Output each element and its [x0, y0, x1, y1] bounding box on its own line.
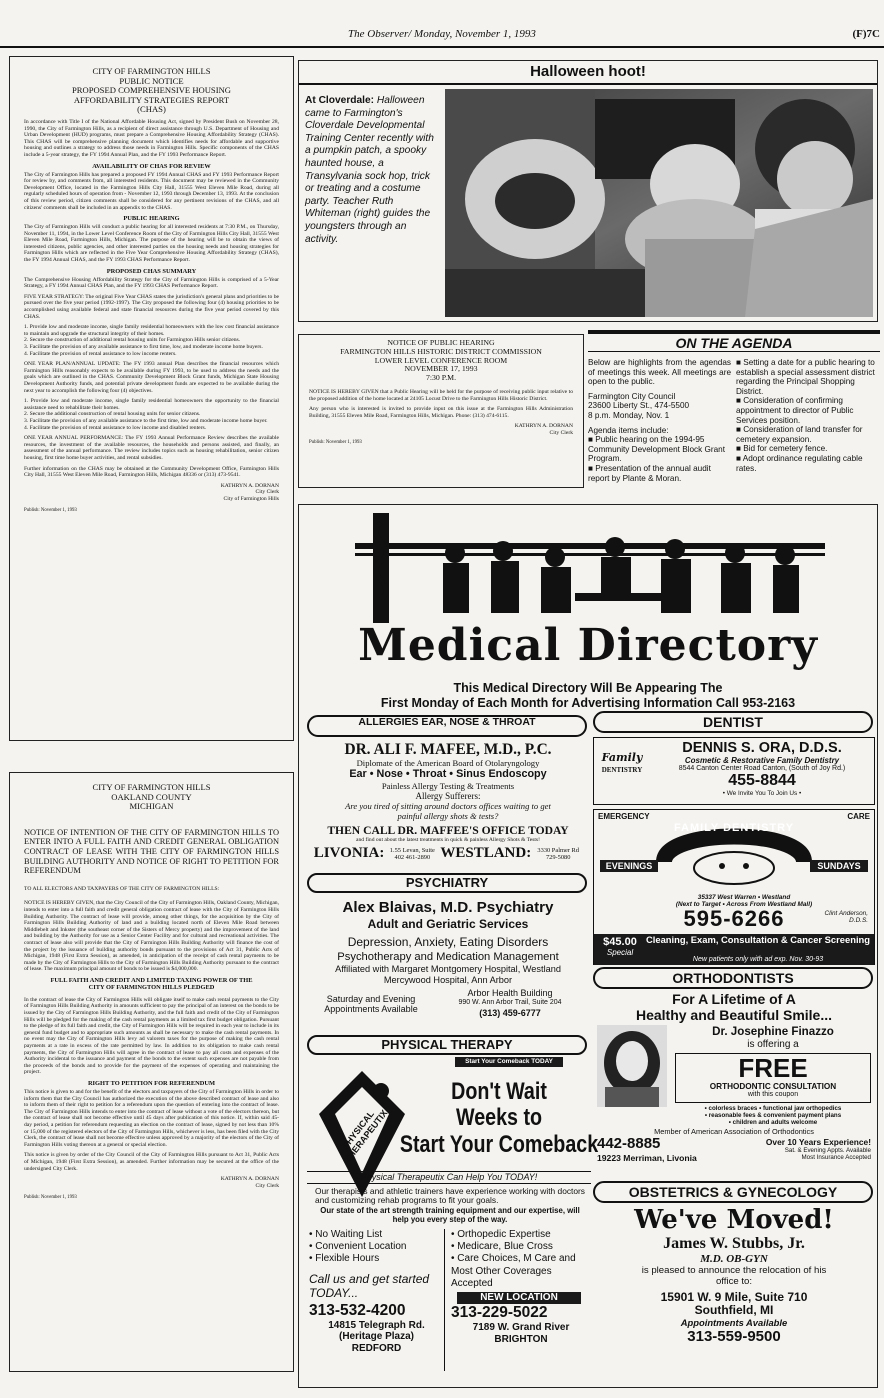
mafee-offices — [311, 845, 585, 862]
pt-right-item-text: Care Choices, M Care and Most Other Coverages Accepted — [451, 1253, 576, 1289]
bond-p1: NOTICE IS HEREBY GIVEN, that the City Council of the City of Farmington Hills, Oakland County, Michigan, intends to enter into a full faith and credit general obligation contract of lease with the City of Farmington Hills Building Authority. The contract of lease will provide, among other things, for the acquisition by the City of Farmington Hills Building Authority of land and a building located north of Eleven Mile Road between Middlebelt and Inkster (the southeast corner of the Sisters of Mercy property) and the improvement of the land and building by the Authority for use as a Senior Center Facility and for cultural and recreational activities. The contract of lease also will provide that the City of Farmington Hills Building Authority will finance the cost of the project by the issuance of building authority bonds pursuant to the provisions of Act 31, Public Acts of Michigan, 1948 (First Extra Session), as amended, in anticipation of the receipt of cash rental payments to be made by the City of Farmington Hills to the City of Farmington Hills Building Authority pursuant to the contract of lease. The maximum principal amount of bonds to be issued is $4,000,000. — [24, 900, 279, 973]
psychiatry-header — [307, 873, 587, 893]
ortho-member: Member of American Association of Orthodontics — [654, 1127, 814, 1136]
fam-doctor: Clint Anderson, D.D.S. — [824, 910, 868, 924]
ortho-hours — [785, 1147, 871, 1161]
mafee-sufferers: Allergy Sufferers: — [415, 791, 481, 801]
historic-publish: Publish: November 1, 1993 — [309, 440, 362, 446]
ora-sub: Cosmetic & Restorative Family Dentistry — [684, 756, 840, 765]
chas-title-line: CITY OF FARMINGTON HILLS — [92, 66, 211, 76]
pt-left-item-text: Flexible Hours — [315, 1253, 380, 1265]
pt-address-line: 14815 Telegraph Rd. — [328, 1319, 425, 1331]
agenda-title-text: ON THE AGENDA — [675, 335, 793, 351]
bond-p4: This notice is given by order of the City Council of the City of Farmington Hills pursuant to Act 31, Public Acts of Michigan, 1948 (First Extra Session), as amended. Further information may be secured at the office of the undersigned City Clerk. — [24, 1152, 279, 1172]
chas-summary-heading: PROPOSED CHAS SUMMARY — [106, 267, 197, 275]
pt-brighton-address — [451, 1322, 591, 1345]
pt-help: Physical Therapeutix Can Help You TODAY! — [307, 1171, 591, 1184]
chas-publish: Publish: November 1, 1993 — [24, 508, 77, 514]
agenda-item: ■ Presentation of the annual audit report by Plante & Moran. — [588, 463, 711, 483]
medical-staff-illustration — [355, 513, 825, 623]
agenda-item-text: Consideration of confirming appointment to director of Public Services position. — [736, 396, 854, 425]
chas-title-line: PROPOSED COMPREHENSIVE HOUSING — [71, 85, 231, 96]
pt-address-line: REDFORD — [351, 1342, 402, 1354]
ortho-consultation: ORTHODONTIC CONSULTATION — [709, 1082, 837, 1091]
historic-p1: NOTICE IS HEREBY GIVEN that a Public Hearing will be held for the purpose of receiving public input relative to the proposed addition of the home located at 24105 Locust Drive to the Farmington Hills Historic District. — [309, 388, 573, 402]
agenda-place-line: Farmington City Council — [588, 391, 676, 401]
mafee-painless: Painless Allergy Testing & Treatments — [381, 781, 515, 791]
historic-title-line: NOVEMBER 17, 1993 — [404, 364, 478, 374]
stubbs-title: M.D. OB-GYN — [700, 1253, 768, 1265]
historic-title-line: LOWER LEVEL CONFERENCE ROOM — [374, 355, 508, 365]
fam-evenings: EVENINGS — [600, 860, 658, 872]
pt-dw2: Weeks to — [455, 1104, 543, 1131]
fam-near: (Next to Target • Across From Westland Mall) — [675, 901, 813, 908]
stubbs-name: James W. Stubbs, Jr. — [663, 1235, 805, 1252]
halloween-title: Halloween hoot! — [299, 61, 877, 85]
agenda-item-text: Setting a date for a public hearing to establish a special assessment district regarding the Principal Shopping District. — [736, 358, 875, 396]
fam-deal: Cleaning, Exam, Consultation & Cancer Screening — [646, 934, 871, 945]
fam-address-line: 35337 West Warren • Westland — [697, 894, 791, 901]
ortho-bullet: • reasonable fees & convenient payment plans — [704, 1112, 842, 1119]
blaivas-hours — [311, 994, 431, 1018]
allergies-header — [307, 715, 587, 737]
mafee-name: DR. ALI F. MAFEE, M.D., P.C. — [344, 741, 552, 758]
bond-p3: This notice is given to and for the benefit of the electors and taxpayers of the City of Farmington Hills in order to inform them that the City Council has authorized the execution of the above described contract of lease and also to inform them of their right to petition for a referendum upon the question of entering into the contract of lease. The City of Farmington Hills intends to enter into the contract of lease without a vote of the electors thereon, but the contract of lease shall not become effective until 45 days after publication of this notice. If, within said 45-day period, a petition for referendum requesting an election on the contract of lease, signed by not less than 10% or 15,000 of the registered electors of the City of Farmington Hills, whichever is less, has been filed with the City Clerk, the contract of lease shall not become effective unless approved by a majority of the electors of the City of Farmington Hills voting thereon at a general or special election. — [24, 1089, 279, 1148]
agenda-item: ■ Bid for cemetery fence. — [736, 444, 828, 454]
chas-one-year: ONE YEAR PLAN/ANNUAL UPDATE: The FY 1993 annual Plan describes the financial resources which Farmington Hills reasonably expects to be available during FY 1993, to be used to address the needs and the goals which are outlined in the CHAS. Community Development Block Grant funds, Michigan State Housing Development Authority funds, and potential private development funds are expected to be available during the next year to accomplish the following four (4) objectives. — [24, 361, 279, 394]
pt-left-item: • Convenient Location — [309, 1241, 407, 1253]
pt-right-item: • Orthopedic Expertise — [451, 1229, 551, 1240]
pt-logo-text: PHYSICAL THERAPEUTIX — [340, 1107, 390, 1165]
pt-address-line: 7189 W. Grand River — [472, 1322, 570, 1334]
agenda-item: ■ Setting a date for a public hearing to establish a special assessment district regarding the Principal Shopping District. — [736, 358, 875, 396]
ortho-offer: is offering a — [747, 1039, 799, 1050]
historic-title-line: NOTICE OF PUBLIC HEARING — [387, 338, 495, 347]
ora-ad — [593, 737, 875, 805]
page-header-title: The Observer/ Monday, November 1, 1993 — [348, 28, 536, 40]
halloween-feature — [298, 60, 878, 322]
chas-avail: The City of Farmington Hills has prepared a proposed FY 1994 Annual CHAS and FY 1993 Performance Report for review by, and comments from, all interested residents. This document may be reviewed in the Community Development Office, located in the Farmington Hills City Hall, 31555 West Eleven Mile Road, during all regularly scheduled hours of operation from - November 12, 1993 through December 13, 1993. At the conclusion of this review period, citizen comments shall be considered for any pertinent revisions of the CHAS, and all citizens' comments shall be included in an appendix to the CHAS. — [24, 171, 279, 211]
agenda-item: ■ Consideration of land transfer for cemetery expansion. — [736, 425, 863, 444]
ortho-insurance: Most Insurance Accepted — [801, 1154, 871, 1161]
page-header — [0, 28, 884, 46]
ortho-l2: Healthy and Beautiful Smile... — [635, 1007, 833, 1023]
blaivas-address — [435, 988, 585, 1018]
chas-signature — [24, 483, 279, 503]
agenda-place — [588, 392, 731, 421]
blaivas-l2: Psychotherapy and Medication Management — [337, 951, 559, 963]
fam-price-value: $45.00 — [603, 936, 637, 948]
blaivas-name: Alex Blaivas, M.D. Psychiatry — [342, 899, 554, 916]
pt-left-item: • No Waiting List — [309, 1229, 383, 1240]
bond-h2: FULL FAITH AND CREDIT AND LIMITED TAXING POWER OF THE CITY OF FARMINGTON HILLS PLEDGED — [50, 976, 253, 991]
blaivas-building: Arbor Health Building — [467, 988, 553, 998]
livonia-address: 1.55 Levan, Suite 402 461-2890 — [389, 846, 435, 861]
historic-notice — [298, 334, 584, 488]
pt-phone-redford: 313-532-4200 — [309, 1301, 406, 1319]
historic-title-line: FARMINGTON HILLS HISTORIC DISTRICT COMMISSION — [340, 346, 542, 356]
ora-address: 8544 Canton Center Road Canton, (South of Joy Rd.) — [678, 765, 846, 772]
agenda-column — [588, 330, 880, 490]
agenda-item-text: Adopt ordinance regulating cable rates. — [736, 453, 863, 473]
bond-title-line: CITY OF FARMINGTON HILLS — [92, 782, 211, 792]
list-item: 4. Facilitate the provision of rental assistance to low income and disabled renters. — [24, 424, 207, 431]
chas-notice — [9, 56, 294, 741]
dentist-header — [593, 711, 873, 733]
blaivas-sub: Adult and Geriatric Services — [367, 917, 529, 931]
halloween-photo — [445, 89, 873, 317]
ora-text — [652, 740, 872, 797]
pt-call: Call us and get started TODAY... — [309, 1271, 430, 1300]
pt-right-item-text: Medicare, Blue Cross — [457, 1241, 553, 1253]
ortho-free: FREE — [738, 1053, 808, 1083]
pt-phone-brighton: 313-229-5022 — [451, 1304, 548, 1322]
family-dentistry-ad — [593, 809, 875, 965]
fam-price — [598, 936, 642, 957]
signature-line: City Clerk — [549, 429, 573, 436]
blaivas-street: 990 W. Ann Arbor Trail, Suite 204 — [458, 999, 562, 1006]
westland-address: 3330 Palmer Rd 729-5080 — [537, 846, 579, 861]
chas-intro: In accordance with Title I of the National Affordable Housing Act, signed by President Bush on November 28, 1990, the City of Farmington Hills, as a recipient of direct assistance through U.S. Department of Housing and Urban Development (HUD) programs, must prepare a Comprehensive Housing Affordability Strategy (CHAS). This CHAS will be comprehensive planning document which identifies needs for affordable and supportive housing and outlines a strategy to address those needs in Farmington Hills. Specific components of the CHAS include a 5-year strategy, the FY 1994 Annual Plan, and the FY 1993 Performance Report. — [24, 118, 279, 158]
ora-logo-line: DENTISTRY — [601, 766, 643, 774]
agenda-place-line: 8 p.m. Monday, Nov. 1 — [588, 410, 670, 420]
halloween-lead: At Cloverdale: — [305, 95, 375, 106]
pt-banner: Start Your Comeback TODAY — [455, 1057, 563, 1067]
list-item: 3. Facilitate the provision of any available assistance to the first time, low and moderate income home buyer. — [24, 417, 268, 424]
historic-p2: Any person who is interested is invited to provide input on this issue at the Farmington Hills Administration Building, 31555 Eleven Mile Road, Farmington Hills, Michigan. Phone: (313) 474-6115. — [309, 406, 573, 419]
psychiatry-header-text: PSYCHIATRY — [405, 875, 489, 890]
pt-paragraph: Our therapists and athletic trainers have experience working with doctors and customizing rehab programs to fit your goals. — [315, 1186, 585, 1206]
stubbs-city: Southfield, MI — [694, 1303, 774, 1317]
stubbs-appointments: Appointments Available — [680, 1317, 788, 1328]
mafee-find: and find out about the latest treatments in quick & painless Allergy Shots & Tests! — [356, 837, 540, 843]
chas-one-list — [24, 398, 279, 431]
mafee-ad — [311, 741, 585, 867]
blaivas-ad — [311, 899, 585, 1033]
header-rule — [0, 46, 884, 48]
blaivas-bottom — [311, 988, 585, 1018]
historic-title — [309, 339, 573, 383]
pt-left-item-text: No Waiting List — [315, 1229, 383, 1240]
list-item: 2. Secure the construction of additional rental housing units for Farmington Hills senior citizens. — [24, 337, 241, 344]
medical-directory-sub2: First Monday of Each Month for Advertising Information Call 953-2163 — [380, 696, 796, 710]
bond-h3: RIGHT TO PETITION FOR REFERENDUM — [87, 1080, 216, 1087]
blaivas-l4: Mercywood Hospital, Ann Arbor — [383, 975, 513, 985]
chas-title-line: PUBLIC NOTICE — [119, 75, 184, 86]
agenda-title — [588, 330, 880, 352]
agenda-item-text: Presentation of the annual audit report by Plante & Moran. — [588, 463, 711, 483]
ortho-address: 19223 Merriman, Livonia — [597, 1153, 697, 1163]
mafee-tired: Are you tired of sitting around doctors offices waiting to get painful allergy shots & tests? — [345, 801, 551, 821]
agenda-item-text: Consideration of land transfer for cemetery expansion. — [736, 425, 863, 444]
agenda-col-1 — [588, 358, 731, 483]
ortho-over: Over 10 Years Experience! — [765, 1137, 871, 1147]
westland-label: WESTLAND: — [440, 845, 532, 861]
chas-five-year: FIVE YEAR STRATEGY: The original Five Year CHAS states the jurisdiction's general plans and priorities to be pursued over the five year period (1992-1997). The City proposed the following four (4) housing priorities to be accomplished using available federal and state financial resources during the five year period covered by this CHAS. — [24, 293, 279, 320]
chas-title-line: AFFORDABILITY STRATEGIES REPORT — [73, 94, 230, 105]
physical-therapy-header — [307, 1035, 587, 1055]
fam-new-patients: New patients only with ad exp. Nov. 30-93 — [692, 956, 824, 963]
stubbs-address: 15901 W. 9 Mile, Suite 710 — [660, 1290, 808, 1304]
agenda-items-intro: Agenda items include: — [588, 425, 669, 435]
historic-title-line: 7:30 P.M. — [425, 373, 457, 383]
pt-right-item: • Care Choices, M Care and Most Other Coverages Accepted — [451, 1253, 576, 1289]
physical-therapy-header-text: PHYSICAL THERAPY — [381, 1037, 513, 1052]
ortho-bullet: • colorless braces • functional jaw orthopedics — [704, 1105, 842, 1112]
list-item: 2. Secure the additional construction of rental housing units for senior citizens. — [24, 411, 201, 418]
pt-dw1: Don't Wait — [451, 1078, 547, 1105]
ortho-bullet: • children and adults welcome — [728, 1119, 818, 1126]
stubbs-moved: We've Moved! — [634, 1205, 834, 1235]
ora-invite: • We Invite You To Join Us • — [722, 790, 802, 797]
ora-name: DENNIS S. ORA, D.D.S. — [682, 740, 842, 756]
pt-redford-address — [309, 1320, 444, 1355]
agenda-intro: Below are highlights from the agendas of meetings this week. All meetings are open to the public. — [588, 358, 731, 387]
signature-line: KATHRYN A. DORNAN — [220, 482, 279, 489]
fam-special-label: Special — [606, 948, 634, 957]
list-item: 3. Facilitate the provision of any available assistance to first time, low, and moderate income home buyers. — [24, 344, 263, 350]
page-number: (F)7C — [852, 28, 880, 40]
pt-right-list — [451, 1229, 591, 1345]
chas-summary: The Comprehensive Housing Affordability Strategy for the City of Farmington Hills is comprised of a 5-Year Strategy, a FY 1994 Annual CHAS Plan, and the FY 1993 CHAS Performance Report. — [24, 276, 279, 290]
ortho-sat: Sat. & Evening Appts. Available — [784, 1147, 871, 1154]
bond-p2: In the contract of lease the City of Farmington Hills will obligate itself to make cash rental payments to the City of Farmington Hills Building Authority in amounts sufficient to pay the principal of an interest on the bonds to be issued by the City of Farmington Hills Building Authority, and the full faith and credit of the City of Farmington Hills will be pledged for the making of the cash rental payments as a limited tax first budget obligation. Pursuant to the pledge of its full faith and credit, the City of Farmington Hills will be required in each year to include in its general fund budget and to appropriate such amounts as shall be necessary to make the cash rental payments. In no event may the City of Farmington Hills levy ad valorem taxes for the purpose of making the cash rental payments at a rate in excess of the rate permitted by law. In addition to its obligation to make cash rental payments, the City of Farmington Hills will agree in the contract of lease to pay all costs and expenses of the Authority incidental to the issuance and payment of the bonds to the extent such expenses are not payable from the proceeds of the bonds and to provide for the payment of the expenses of operating and maintaining the project. — [24, 996, 279, 1076]
pt-left-list — [309, 1229, 445, 1371]
fam-emergency: EMERGENCY — [598, 812, 650, 821]
chas-further: Further information on the CHAS may be obtained at the Community Development Office, Farmington Hills City Hall, 31555 West Eleven Mile Road, Farmington Hills, Michigan 48336 or (313) 473-9541. — [24, 465, 279, 479]
pt-paragraph-2: Our state of the art strength training equipment and our expertise, will help you every step of the way. — [320, 1206, 580, 1224]
ortho-l1: For A Lifetime of A — [672, 991, 796, 1007]
signature-line: City Clerk — [255, 489, 279, 496]
finazzo-ad — [593, 991, 875, 1163]
pt-right-item: • Medicare, Blue Cross — [451, 1241, 553, 1253]
fam-phone: 595-6266 — [683, 906, 785, 931]
agenda-item-text: Public hearing on the 1994-95 Community Development Block Grant Program. — [588, 435, 725, 464]
ortho-phone: 442-8885 — [597, 1135, 661, 1152]
stubbs-pleased: is pleased to announce the relocation of his office to: — [641, 1265, 827, 1287]
ortho-bullets — [671, 1105, 875, 1126]
agenda-col-2 — [736, 358, 880, 473]
chas-five-list — [24, 324, 279, 357]
list-item: 1. Provide low and moderate income, single family residential homeowners the opportunity to the financial assistance need to rehabilitate their homes. — [24, 398, 279, 411]
medical-directory-title: Medical Directory — [358, 620, 818, 671]
pt-dw3: Start Your Comeback — [399, 1131, 599, 1158]
chas-hearing-heading: PUBLIC HEARING — [123, 215, 180, 223]
mafee-call: THEN CALL DR. MAFFEE'S OFFICE TODAY — [327, 824, 569, 837]
list-item: 4. Facilitate the provision of rental assistance to low income renters. — [24, 350, 177, 357]
pt-address-line: (Heritage Plaza) — [338, 1331, 415, 1343]
stubbs-ad — [593, 1205, 875, 1385]
chas-performance: ONE YEAR ANNUAL PERFORMANCE: The FY 1993 Annual Performance Review describes the available resources, the investment of the available resources, the households and persons assisted, and finally, an assessment of the annual performance. The review includes topics such as housing rehabilitation, senior citizen housing, first time home buyer activities, and rental subsidies. — [24, 435, 279, 461]
blaivas-l3: Affiliated with Margaret Montgomery Hospital, Westland — [335, 964, 561, 974]
pt-left-item: • Flexible Hours — [309, 1253, 380, 1265]
pt-address-line: BRIGHTON — [494, 1333, 548, 1345]
bond-title — [24, 783, 279, 812]
bond-heading: NOTICE OF INTENTION OF THE CITY OF FARMINGTON HILLS TO ENTER INTO A FULL FAITH AND CREDIT GENERAL OBLIGATION CONTRACT OF LEASE WITH THE CITY OF FARMINGTON HILLS BUILDING AUTHORITY AND NOTICE OF RIGHT TO PETITION FOR REFERENDUM — [24, 827, 279, 876]
orthodontists-header-text: ORTHODONTISTS — [672, 970, 794, 986]
bond-title-line: MICHIGAN — [129, 801, 174, 812]
list-item: 1. Provide low and moderate income, single family residential homeowners with the low cost financial assistance to maintain and upgrade the structural integrity of their homes. — [24, 324, 279, 337]
bond-title-line: OAKLAND COUNTY — [111, 791, 192, 802]
livonia-label: LIVONIA: — [313, 845, 385, 861]
mafee-specialties: Ear • Nose • Throat • Sinus Endoscopy — [349, 768, 547, 780]
finazzo-photo — [597, 1025, 667, 1107]
blaivas-phone: (313) 459-6777 — [479, 1008, 541, 1018]
signature-line: City of Farmington Hills — [223, 495, 279, 502]
ortho-doctor: Dr. Josephine Finazzo — [712, 1025, 834, 1038]
fam-sundays: SUNDAYS — [810, 860, 868, 872]
agenda-item-text: Bid for cemetery fence. — [743, 444, 828, 454]
fam-special-strip — [594, 934, 874, 965]
orthodontists-header — [593, 967, 873, 989]
chas-hearing: The City of Farmington Hills will conduct a public hearing for all interested residents at 7:30 P.M., on Thursday, November 11, 1994, in the Lower Level Conference Room of the City of Farmington Hills City Hall, 31555 West Eleven Mile Road, Farmington Hills, Michigan. The purpose of the hearing will be to obtain the views of interested citizens, public agencies, and other interested parties on the housing needs and housing strategies for Farmington Hills which are reflected in the Five Year Comprehensive Housing Affordability Strategy (CHAS), the FY 1994 Annual CHAS, and the FY 1993 CHAS Performance Report. — [24, 224, 279, 264]
ora-logo — [598, 752, 646, 776]
chas-title — [24, 67, 279, 115]
dentist-header-text: DENTIST — [703, 714, 763, 730]
medical-directory-sub1: This Medical Directory Will Be Appearing The — [453, 681, 723, 695]
obgyn-header-text: OBSTETRICS & GYNECOLOGY — [628, 1184, 838, 1200]
signature-line: KATHRYN A. DORNAN — [514, 423, 573, 430]
bond-publish: Publish: November 1, 1993 — [24, 1195, 77, 1201]
halloween-caption-text: Halloween came to Farmington's Cloverdale Developmental Training Center recently with a pumpkin patch, a spooky haunted house, a Transylvania sock hop, trick or treating and a costume party. Teacher Ruth Whiteman (right) guides the youngsters through an activity. — [305, 95, 434, 245]
agenda-place-line: 23600 Liberty St., 474-5500 — [588, 401, 690, 411]
obgyn-header — [593, 1181, 873, 1203]
signature-line: KATHRYN A. DORNAN — [220, 1176, 279, 1183]
agenda-item: ■ Adopt ordinance regulating cable rates. — [736, 453, 863, 473]
fam-care: CARE — [847, 812, 870, 821]
ortho-coupon — [675, 1053, 871, 1103]
signature-line: City Clerk — [255, 1182, 279, 1189]
chas-avail-heading: AVAILABILITY OF CHAS FOR REVIEW — [92, 162, 211, 170]
bond-to: TO ALL ELECTORS AND TAXPAYERS OF THE CITY OF FARMINGTON HILLS: — [24, 885, 220, 892]
fam-banner: FAMILY DENTISTRY — [673, 822, 795, 834]
blaivas-sat: Saturday and Evening — [326, 994, 416, 1004]
pt-left-item-text: Convenient Location — [315, 1241, 407, 1253]
bond-signature — [24, 1176, 279, 1189]
blaivas-l1: Depression, Anxiety, Eating Disorders — [347, 935, 549, 949]
ortho-with-coupon: with this coupon — [747, 1091, 799, 1098]
ora-phone: 455-8844 — [728, 772, 796, 789]
agenda-item: ■ Consideration of confirming appointment to director of Public Services position. — [736, 396, 854, 425]
chas-title-line: (CHAS) — [137, 104, 166, 115]
medical-directory — [298, 504, 878, 1388]
agenda-item: ■ Public hearing on the 1994-95 Community Development Block Grant Program. — [588, 435, 725, 464]
stubbs-phone: 313-559-9500 — [687, 1328, 781, 1345]
pt-headline — [399, 1078, 599, 1159]
pt-new-location: NEW LOCATION — [457, 1292, 581, 1304]
pt-right-item-text: Orthopedic Expertise — [457, 1229, 551, 1240]
bond-notice — [9, 772, 294, 1372]
ora-logo-line: Family — [601, 751, 643, 764]
blaivas-appt: Appointments Available — [324, 1004, 418, 1014]
pt-ad — [307, 1057, 599, 1385]
halloween-caption — [305, 95, 439, 246]
historic-signature — [309, 423, 573, 436]
mafee-diplomate: Diplomate of the American Board of Otolaryngology — [356, 758, 540, 768]
allergies-header-text: ALLERGIES EAR, NOSE & THROAT — [358, 716, 536, 728]
